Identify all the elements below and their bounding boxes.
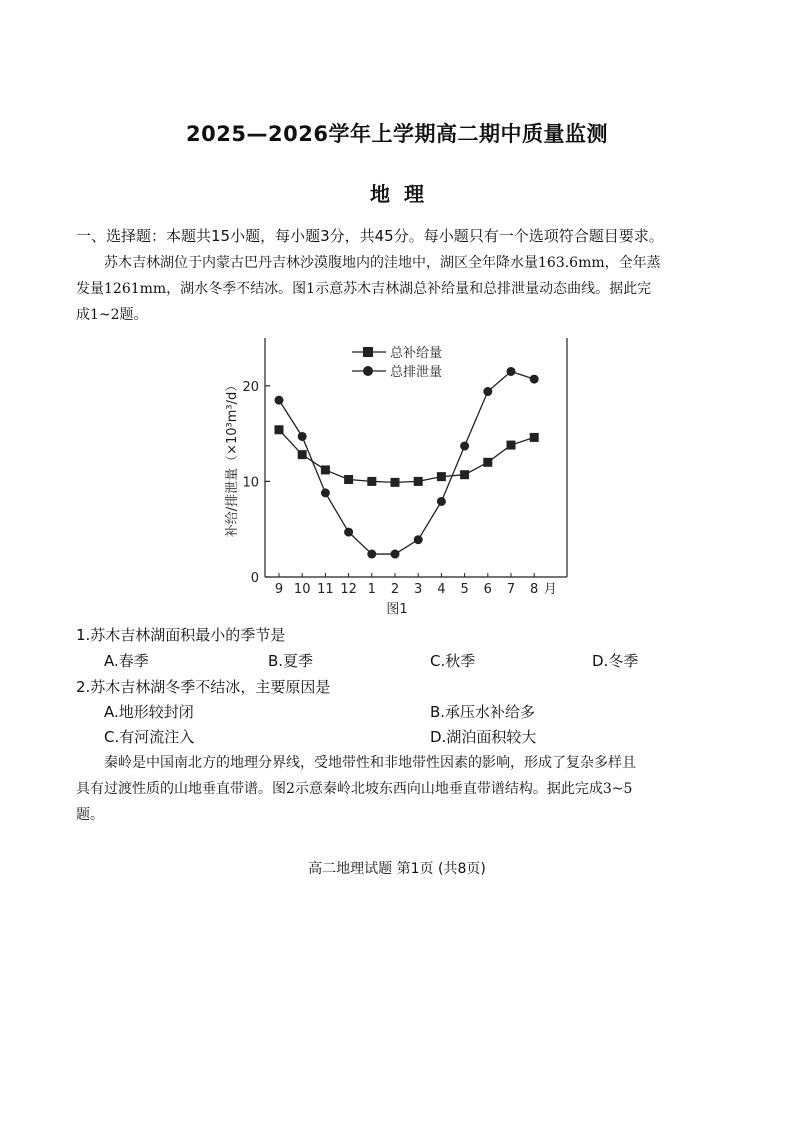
question-2-option-c[interactable]: C.有河流注入: [104, 728, 195, 746]
series-lines: [279, 371, 534, 554]
y-tick-label: 10: [242, 475, 259, 491]
legend-label-supply: 总补给量: [390, 346, 443, 361]
discharge-point: [275, 396, 284, 405]
question-1-option-c[interactable]: C.秋季: [430, 652, 476, 670]
passage-1-line: 成1~2题。: [76, 307, 148, 323]
passage-1-line: 苏木吉林湖位于内蒙古巴丹吉林沙漠腹地内的洼地中，湖区全年降水量163.6mm，全年蒸: [104, 255, 661, 271]
exam-title: 2025—2026学年上学期高二期中质量监测: [186, 122, 608, 146]
supply-point: [483, 458, 492, 467]
subject-title: 地理: [370, 182, 438, 206]
y-tick-label: 20: [242, 379, 259, 395]
discharge-point: [460, 442, 469, 451]
supply-point: [321, 465, 330, 474]
legend-square-marker: [363, 347, 373, 357]
supply-point: [298, 450, 307, 459]
supply-point: [414, 477, 423, 486]
discharge-point: [507, 367, 516, 376]
x-tick-label: 5: [460, 582, 469, 597]
x-tick-label: 3: [414, 582, 423, 597]
x-tick-label: 8: [530, 582, 539, 597]
passage-1: [76, 250, 722, 328]
discharge-point: [367, 550, 376, 559]
supply-point: [344, 475, 353, 484]
discharge-point: [391, 550, 400, 559]
question-2-option-b[interactable]: B.承压水补给多: [430, 703, 536, 721]
x-tick-label: 2: [390, 582, 400, 597]
x-tick-label: 12: [340, 582, 357, 597]
passage-2: [76, 750, 722, 828]
passage-1-line: 发量1261mm，湖水冬季不结冰。图1示意苏木吉林湖总补给量和总排泄量动态曲线。据此完: [76, 281, 652, 297]
question-2-option-d[interactable]: D.湖泊面积较大: [430, 728, 537, 746]
legend-label-discharge: 总排泄量: [390, 365, 443, 380]
supply-point: [460, 470, 469, 479]
series-line-discharge: [279, 371, 534, 554]
discharge-point: [344, 528, 353, 537]
x-tick-label: 9: [274, 582, 284, 597]
figure-1-caption: 图1: [386, 602, 408, 617]
legend: [352, 345, 442, 380]
passage-2-line: 具有过渡性质的山地垂直带谱。图2示意秦岭北坡东西向山地垂直带谱结构。据此完成3~5: [76, 781, 633, 797]
y-tick-label: 0: [250, 571, 259, 586]
supply-point: [437, 472, 446, 481]
x-axis-unit-label: 月: [543, 582, 557, 597]
supply-point: [367, 477, 376, 486]
question-2-option-a[interactable]: A.地形较封闭: [104, 703, 194, 721]
discharge-point: [437, 497, 446, 506]
figure-1-chart: [222, 330, 574, 620]
legend-circle-marker: [363, 366, 373, 376]
page-footer: 高二地理试题 第1页 (共8页): [308, 861, 486, 877]
x-tick-label: 7: [506, 582, 516, 597]
x-tick-label: 6: [483, 582, 492, 597]
x-tick-label: 1: [367, 582, 376, 597]
question-1-option-a[interactable]: A.春季: [104, 652, 149, 670]
question-1-option-b[interactable]: B.夏季: [268, 652, 314, 670]
supply-point: [507, 441, 516, 450]
discharge-point: [298, 432, 307, 441]
x-tick-label: 10: [293, 582, 311, 597]
question-1-stem: 1.苏木吉林湖面积最小的季节是: [76, 626, 286, 644]
section-heading: 一、选择题：本题共15小题，每小题3分，共45分。每小题只有一个选项符合题目要求。: [76, 227, 664, 245]
question-1-option-d[interactable]: D.冬季: [592, 652, 639, 670]
discharge-point: [530, 375, 539, 384]
y-ticks: [242, 380, 270, 586]
x-tick-label: 11: [317, 582, 334, 597]
x-tick-label: 4: [437, 582, 446, 597]
passage-2-line: 题。: [76, 807, 104, 823]
question-2-stem: 2.苏木吉林湖冬季不结冰，主要原因是: [76, 678, 331, 696]
discharge-point: [483, 387, 492, 396]
supply-point: [530, 433, 539, 442]
supply-point: [275, 425, 284, 434]
discharge-point: [321, 488, 330, 497]
discharge-point: [414, 535, 423, 544]
supply-point: [391, 478, 400, 487]
y-axis-label: 补给/排泄量（×10³m³/d）: [225, 378, 240, 538]
passage-2-line: 秦岭是中国南北方的地理分界线，受地带性和非地带性因素的影响，形成了复杂多样且: [104, 755, 636, 771]
